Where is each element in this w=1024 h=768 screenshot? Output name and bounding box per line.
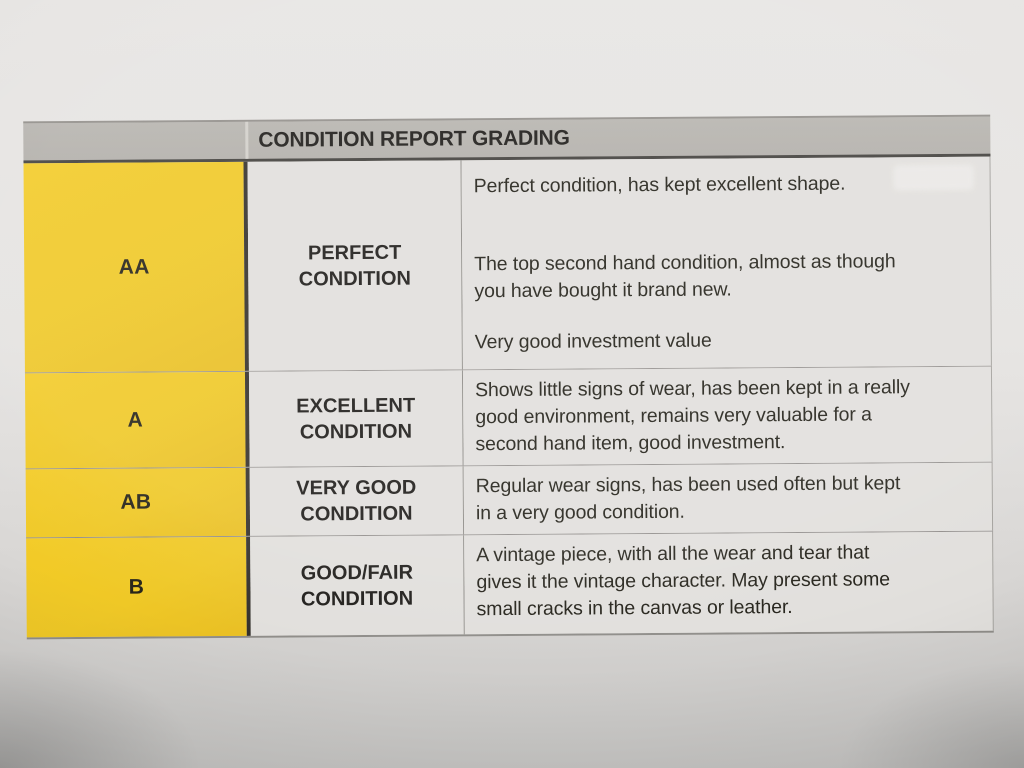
condition-label-cell xyxy=(250,466,464,535)
description-paragraph: Regular wear signs, has been used often but kept in a very good condition. xyxy=(475,472,901,525)
table-row-b xyxy=(26,531,994,638)
header-title-segment xyxy=(248,117,990,159)
description-paragraph: Very good investment value xyxy=(474,329,712,353)
grade-cell xyxy=(23,162,248,373)
table-title: CONDITION REPORT GRADING xyxy=(258,126,570,152)
grade-cell xyxy=(26,537,251,638)
condition-label-cell xyxy=(250,535,465,635)
condition-label-cell xyxy=(249,370,464,466)
condition-grading-table xyxy=(23,115,994,640)
grade-value: AA xyxy=(118,255,150,279)
condition-label: GOOD/FAIR CONDITION xyxy=(300,561,414,610)
description-paragraph: The top second hand condition, almost as though you have bought it brand new. xyxy=(474,250,896,303)
grade-value: AB xyxy=(120,490,152,514)
description-cell xyxy=(461,157,991,370)
correction-smudge xyxy=(894,165,974,191)
description-paragraph: Perfect condition, has kept excellent shape. xyxy=(473,172,846,198)
grade-cell xyxy=(25,372,250,469)
grade-value: B xyxy=(128,575,145,599)
condition-label-cell xyxy=(247,160,462,370)
description-cell xyxy=(463,367,993,466)
description-cell xyxy=(464,463,993,535)
table-header-row xyxy=(23,115,990,164)
grade-cell xyxy=(26,468,250,538)
table-row-aa xyxy=(23,157,991,373)
condition-label: EXCELLENT CONDITION xyxy=(296,394,416,443)
grade-value: A xyxy=(127,408,144,432)
table-row-ab xyxy=(26,462,993,538)
condition-label: VERY GOOD CONDITION xyxy=(296,476,417,526)
description-cell xyxy=(464,532,994,635)
table-body xyxy=(23,157,993,640)
condition-label: PERFECT CONDITION xyxy=(298,241,411,290)
header-grade-column-segment xyxy=(23,122,248,161)
description-paragraph: A vintage piece, with all the wear and tear that gives it the vintage character. May present some small cracks in the canvas or leather. xyxy=(476,541,891,621)
description-paragraph: Shows little signs of wear, has been kept in a really good environment, remains very valuable for a second hand item, good investment. xyxy=(475,376,910,456)
table-row-a xyxy=(25,366,993,469)
